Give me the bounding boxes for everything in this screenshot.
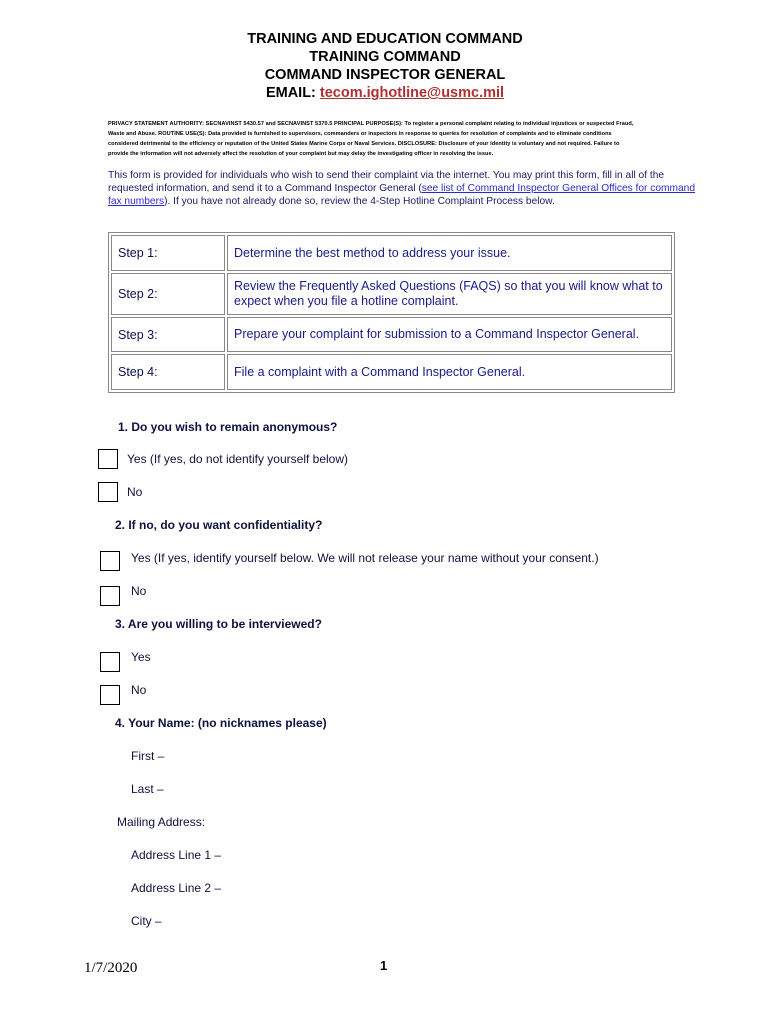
confidential-no-label: No [131, 584, 147, 598]
step-link-4[interactable]: File a complaint with a Command Inspector General. [227, 354, 672, 390]
step-row-3 [111, 317, 672, 352]
step-link-1[interactable]: Determine the best method to address your issue. [227, 235, 672, 271]
header-line-2: TRAINING COMMAND [309, 49, 461, 65]
question-name: 4. Your Name: (no nicknames please) [115, 716, 327, 730]
confidential-yes-checkbox[interactable] [100, 551, 120, 571]
city-field[interactable]: City – [131, 914, 162, 928]
privacy-statement [108, 119, 708, 159]
step-link-2[interactable]: Review the Frequently Asked Questions (FAQS) so that you will know what to expect when you file a hotline complaint. [227, 273, 672, 315]
privacy-line-2: Waste and Abuse. ROUTINE USE(S): Data provided is furnished to supervisors, commanders or inspectors in response to queries for resolution of complaints and to eliminate conditions [108, 131, 612, 137]
step-label: Step 2: [111, 273, 225, 315]
step-label: Step 3: [111, 317, 225, 352]
header-email-line [0, 84, 770, 102]
question-interview: 3. Are you willing to be interviewed? [115, 617, 322, 631]
intro-paragraph [108, 169, 708, 209]
step-label: Step 4: [111, 354, 225, 390]
last-name-field[interactable]: Last – [131, 782, 164, 796]
intro-text-2: ). If you have not already done so, review the 4-Step Hotline Complaint Process below. [164, 196, 555, 208]
privacy-line-3: considered detrimental to the efficiency or reputation of the United States Marine Corps or Naval Services. DISCLOSURE: Disclosure of your identity is voluntary and not required. Failure to [108, 141, 620, 147]
interview-yes-label: Yes [131, 650, 151, 664]
step-link-3[interactable]: Prepare your complaint for submission to a Command Inspector General. [227, 317, 672, 352]
mailing-address-label: Mailing Address: [117, 815, 206, 829]
anonymous-no-label: No [127, 485, 143, 499]
interview-no-label: No [131, 683, 147, 697]
step-row-1 [111, 235, 672, 271]
steps-table [108, 232, 675, 393]
cig-offices-link[interactable]: see list of Command Inspector General Offices for command fax numbers [108, 183, 696, 208]
address-line-2-field[interactable]: Address Line 2 – [131, 881, 222, 895]
page-number: 1 [380, 958, 388, 973]
step-label: Step 1: [111, 235, 225, 271]
header-line-3: COMMAND INSPECTOR GENERAL [264, 67, 506, 83]
anonymous-yes-label: Yes (If yes, do not identify yourself below) [127, 452, 349, 466]
address-line-1-field[interactable]: Address Line 1 – [131, 848, 222, 862]
anonymous-no-checkbox[interactable] [98, 482, 118, 502]
step-row-2 [111, 273, 672, 315]
form-header [0, 30, 770, 102]
privacy-line-1: PRIVACY STATEMENT AUTHORITY: SECNAVINST 5430.57 and SECNAVINST 5370.5 PRINCIPAL PURPOSE(S): To register a personal complaint relating to individual injustices or suspected Fraud, [108, 121, 634, 127]
anonymous-yes-checkbox[interactable] [98, 449, 118, 469]
step-row-4 [111, 354, 672, 390]
email-label: EMAIL: [265, 85, 316, 101]
question-anonymous: 1. Do you wish to remain anonymous? [118, 420, 338, 434]
confidential-no-checkbox[interactable] [100, 586, 120, 606]
first-name-field[interactable]: First – [131, 749, 165, 763]
header-line-1: TRAINING AND EDUCATION COMMAND [247, 31, 523, 47]
privacy-line-4: provide the information will not adversely affect the resolution of your complaint but may delay the investigating officer in resolving the issue. [108, 151, 494, 157]
email-link[interactable]: tecom.ighotline@usmc.mil [319, 85, 505, 101]
confidential-yes-label: Yes (If yes, identify yourself below. We will not release your name without your consent.) [131, 551, 599, 565]
footer-date: 1/7/2020 [84, 960, 138, 976]
intro-text-1: This form is provided for individuals who wish to send their complaint via the internet. You may print this form, fill in all of the requested information, and send it to a Command Inspector General ( [108, 170, 665, 195]
interview-no-checkbox[interactable] [100, 685, 120, 705]
question-confidentiality: 2. If no, do you want confidentiality? [115, 518, 323, 532]
interview-yes-checkbox[interactable] [100, 652, 120, 672]
